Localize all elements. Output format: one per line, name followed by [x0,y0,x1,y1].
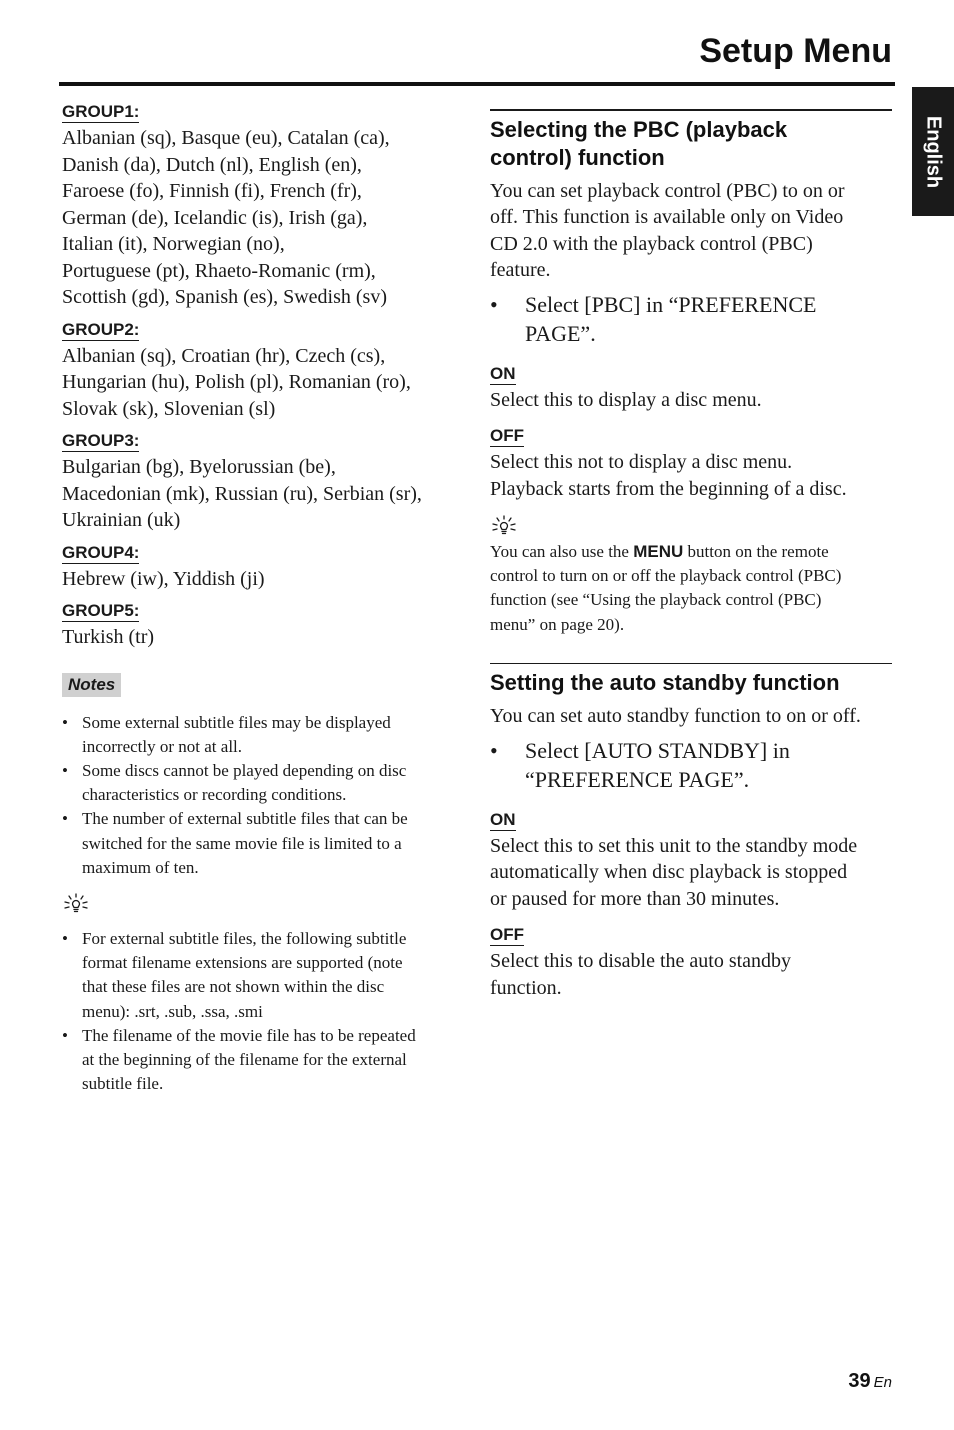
list-item: • The filename of the movie file has to be repeated at the beginning of the filename for the external subtitle file. [62,1024,462,1097]
right-column [490,109,892,1001]
group-languages: Albanian (sq), Basque (eu), Catalan (ca), Danish (da), Dutch (nl), English (en), Faroese (fo), Finnish (fi), French (fr), German (de), Icelandic (is), Irish (ga), Italian (it), Norwegian (no), Portuguese (pt), Rhaeto-Romanic (rm), Scottish (gd), Spanish (es), Swedish (sv) [62,127,390,308]
standby-option-off [490,925,892,1001]
group-label: GROUP3: [62,431,140,450]
language-group-1 [62,102,462,311]
language-side-tab [912,87,954,216]
title-rule [59,82,895,86]
list-item: • For external subtitle files, the following subtitle format filename extensions are supported (note that these files are not shown within the disc menu): .srt, .sub, .ssa, .smi [62,927,462,1024]
standby-section [490,663,892,1002]
standby-intro: You can set auto standby function to on or off. [490,705,861,728]
group-label: GROUP1: [62,102,140,121]
hints-list [62,927,462,1096]
menu-button-keyword: MENU [633,542,684,561]
standby-step: • Select [AUTO STANDBY] in “PREFERENCE PAGE”. [490,736,892,794]
pbc-option-off [490,426,892,502]
pbc-intro: You can set playback control (PBC) to on or off. This function is available only on Video CD 2.0 with the playback control (PBC) feature. [490,179,845,281]
option-description: Select this not to display a disc menu. Playback starts from the beginning of a disc. [490,451,847,500]
pbc-option-on [490,364,892,414]
lightbulb-hint-icon [62,893,90,913]
group-languages: Albanian (sq), Croatian (hr), Czech (cs), Hungarian (hu), Polish (pl), Romanian (ro), Slovak (sk), Slovenian (sl) [62,344,411,420]
standby-option-on [490,810,892,913]
group-label: GROUP4: [62,542,140,562]
option-label: ON [490,363,516,383]
page-number-value: 39 [848,1370,871,1392]
pbc-section-heading: Selecting the PBC (playback control) function [490,116,788,170]
page-language-code: En [873,1374,892,1391]
standby-section-heading: Setting the auto standby function [490,670,840,696]
group-languages: Turkish (tr) [62,626,155,648]
language-group-2 [62,320,462,423]
notes-list [62,711,462,880]
section-rule [490,109,892,111]
list-item: • Some external subtitle files may be displayed incorrectly or not at all. [62,711,462,759]
side-tab-label: English [922,115,945,188]
option-description: Select this to set this unit to the standby mode automatically when disc playback is stopped or paused for more than 30 minutes. [490,834,858,910]
section-rule [490,663,892,665]
option-label: ON [490,809,516,829]
language-group-5 [62,601,462,651]
pbc-hint-text: You can also use the MENU button on the remote control to turn on or off the playback control (PBC) function (see “Using the playback control (PBC) menu” on page 20). [490,542,842,634]
lightbulb-hint-icon [490,515,518,535]
group-languages: Bulgarian (bg), Byelorussian (be), Macedonian (mk), Russian (ru), Serbian (sr), Ukrainian (uk) [62,456,422,531]
left-column [62,102,462,1096]
list-item: • Some discs cannot be played depending on disc characteristics or recording conditions. [62,759,462,807]
page-title: Setup Menu [699,32,892,70]
option-description: Select this to disable the auto standby function. [490,950,792,999]
pbc-step: • Select [PBC] in “PREFERENCE PAGE”. [490,290,892,348]
option-description: Select this to display a disc menu. [490,388,762,411]
language-group-4 [62,543,462,593]
group-languages: Hebrew (iw), Yiddish (ji) [62,567,265,590]
option-label: OFF [490,925,524,945]
option-label: OFF [490,426,524,445]
list-item: • The number of external subtitle files that can be switched for the same movie file is limited to a maximum of ten. [62,807,462,880]
notes-badge: Notes [62,673,121,697]
page-number [848,1370,892,1393]
group-label: GROUP5: [62,601,140,620]
language-group-3 [62,431,462,534]
group-label: GROUP2: [62,319,140,339]
